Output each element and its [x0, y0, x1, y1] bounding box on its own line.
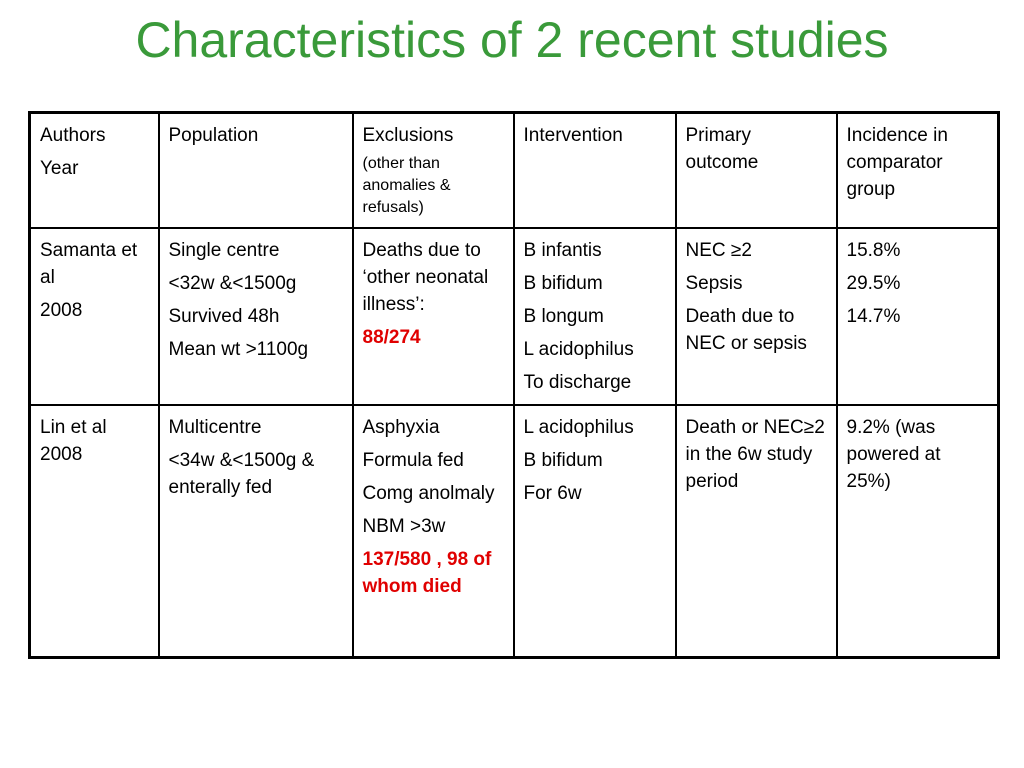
header-text: Incidence in comparator group [846, 125, 948, 200]
cell-line: 9.2% (was powered at 25%) [846, 417, 941, 492]
cell-line: L acidophilus [523, 417, 634, 438]
header-intervention [514, 113, 676, 229]
header-text: Authors [40, 125, 106, 146]
cell-exclusions [353, 228, 514, 405]
header-text: Intervention [523, 125, 623, 146]
cell-line: Single centre [168, 240, 280, 261]
cell-line: Death due to NEC or sepsis [685, 306, 807, 354]
table-row [30, 228, 999, 405]
cell-line: Sepsis [685, 273, 743, 294]
cell-incidence [837, 228, 999, 405]
studies-table [28, 111, 1000, 659]
cell-primary-outcome [676, 228, 837, 405]
cell-line: Samanta et al [40, 240, 138, 288]
cell-line: L acidophilus [523, 339, 634, 360]
cell-intervention [514, 405, 676, 657]
cell-line: For 6w [523, 483, 582, 504]
cell-line: Deaths due to ‘other neonatal illness’: [362, 240, 489, 315]
cell-line: B longum [523, 306, 604, 327]
exclusion-count: 137/580 , 98 of whom died [362, 549, 492, 597]
header-primary-outcome [676, 113, 837, 229]
cell-line: B infantis [523, 240, 602, 261]
cell-line: Death or NEC≥2 in the 6w study period [685, 417, 825, 492]
cell-line: B bifidum [523, 273, 603, 294]
cell-line: 29.5% [846, 273, 901, 294]
cell-line: <32w &<1500g [168, 273, 297, 294]
slide-title: Characteristics of 2 recent studies [135, 12, 889, 68]
cell-authors [30, 405, 159, 657]
header-text: Exclusions [362, 125, 454, 146]
header-note: (other than anomalies & refusals) [362, 155, 451, 216]
cell-line: NBM >3w [362, 516, 446, 537]
cell-line: NEC ≥2 [685, 240, 752, 261]
cell-line: 14.7% [846, 306, 901, 327]
cell-line: Comg anolmaly [362, 483, 495, 504]
cell-line: Mean wt >1100g [168, 339, 309, 360]
header-incidence [837, 113, 999, 229]
cell-population [159, 405, 353, 657]
header-text: Population [168, 125, 259, 146]
header-text: Primary outcome [685, 125, 759, 173]
cell-line: Survived 48h [168, 306, 280, 327]
cell-line: Multicentre [168, 417, 262, 438]
cell-population [159, 228, 353, 405]
cell-exclusions [353, 405, 514, 657]
header-text: Year [40, 158, 79, 179]
cell-line: Lin et al 2008 [40, 417, 107, 465]
cell-line: 15.8% [846, 240, 901, 261]
cell-line: B bifidum [523, 450, 603, 471]
cell-line: 2008 [40, 300, 83, 321]
header-authors [30, 113, 159, 229]
header-row [30, 113, 999, 229]
header-population [159, 113, 353, 229]
table-row [30, 405, 999, 657]
cell-primary-outcome [676, 405, 837, 657]
cell-line: To discharge [523, 372, 632, 393]
cell-authors [30, 228, 159, 405]
cell-incidence [837, 405, 999, 657]
header-exclusions [353, 113, 514, 229]
cell-line: Asphyxia [362, 417, 440, 438]
cell-line: Formula fed [362, 450, 464, 471]
cell-line: <34w &<1500g & enterally fed [168, 450, 315, 498]
cell-intervention [514, 228, 676, 405]
exclusion-count: 88/274 [362, 327, 421, 348]
